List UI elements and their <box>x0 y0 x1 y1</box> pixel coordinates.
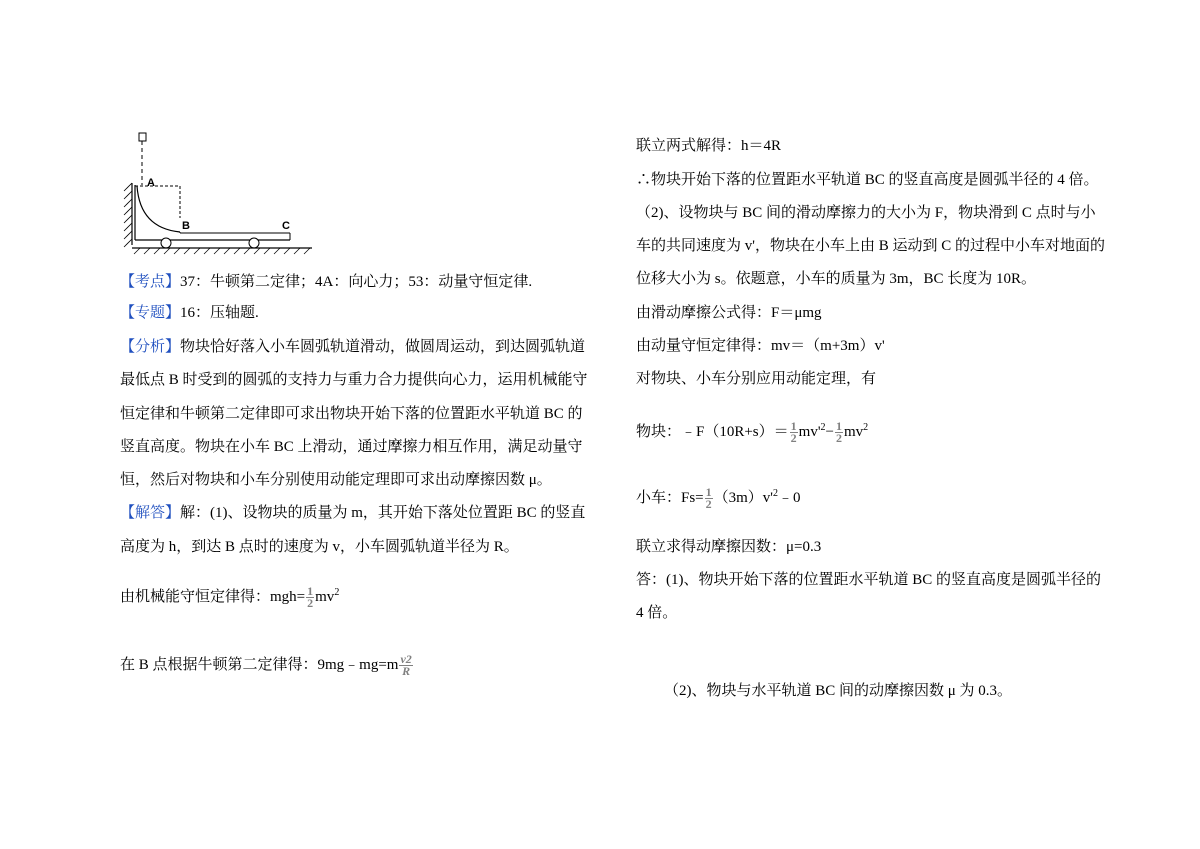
right-line-12: 答：(1)、物块开始下落的位置距水平轨道 BC 的竖直高度是圆弧半径的 <box>636 572 1102 588</box>
equation-cart-energy: 小车：Fs= $\frac{1}{2}$ $(3m)v'^2﹣0$ <box>636 485 801 511</box>
ground-hatch <box>134 248 310 254</box>
right-line-5: 位移大小为 s。依题意，小车的质量为 3m，BC 长度为 10R。 <box>636 271 1037 287</box>
right-line-7: 由动量守恒定律得：mv＝（m+3m）v' <box>636 338 885 354</box>
equation-newton: 在 B 点根据牛顿第二定律得：9mg﹣mg=m $\frac{v2}{R}$ <box>120 652 412 678</box>
arc-track <box>137 186 180 232</box>
wheel-right <box>249 238 259 248</box>
jieda-line-1 <box>120 503 585 523</box>
fenxi-line-4: 竖直高度。物块在小车 BC 上滑动，通过摩擦力相互作用，满足动量守 <box>120 439 583 455</box>
fenxi-tag: 【分析】 <box>120 339 181 355</box>
wheel-left <box>161 238 171 248</box>
drop-point-marker <box>139 133 146 141</box>
label-a: A <box>147 177 155 189</box>
right-line-2: ∴物块开始下落的位置距水平轨道 BC 的竖直高度是圆弧半径的 4 倍。 <box>636 172 1099 188</box>
jieda-tag: 【解答】 <box>120 505 181 521</box>
equation-block-energy: 物块：﹣F（10R+s）＝ $\frac{1}{2}$ $mv'^2-$ $\frac{1}{2}$ $mv^2$ <box>636 419 869 445</box>
right-line-8: 对物块、小车分别应用动能定理，有 <box>636 371 877 387</box>
fenxi-line-3: 恒定律和牛顿第二定律即可求出物块开始下落的位置距水平轨道 BC 的 <box>120 406 583 422</box>
fraction-half-2: $\frac{1}{2}$ <box>836 419 842 445</box>
jieda-text-1: 解：(1)、设物块的质量为 m，其开始下落处位置距 BC 的竖直 <box>180 505 586 521</box>
kaodian-tag: 【考点】 <box>120 274 181 290</box>
right-line-1: 联立两式解得：h＝4R <box>636 138 782 154</box>
right-line-4: 车的共同速度为 v'，物块在小车上由 B 运动到 C 的过程中小车对地面的 <box>636 238 1105 254</box>
label-b: B <box>182 220 190 232</box>
fraction-half-1: $\frac{1}{2}$ <box>790 419 797 445</box>
fenxi-text-1: 物块恰好落入小车圆弧轨道滑动，做圆周运动，到达圆弧轨道 <box>180 339 586 355</box>
zhuanti-tag: 【专题】 <box>120 305 181 321</box>
jieda-line-2: 高度为 h，到达 B 点时的速度为 v，小车圆弧轨道半径为 R。 <box>120 539 519 555</box>
kaodian-line <box>120 272 532 292</box>
right-line-14: （2)、物块与水平轨道 BC 间的动摩擦因数 μ 为 0.3。 <box>664 683 1013 699</box>
right-line-6: 由滑动摩擦公式得：F＝μmg <box>636 305 822 321</box>
fenxi-line-1 <box>120 337 585 357</box>
label-c: C <box>282 220 290 232</box>
right-line-13: 4 倍。 <box>636 605 678 621</box>
right-line-11: 联立求得动摩擦因数：μ=0.3 <box>636 539 822 555</box>
right-line-3: （2)、设物块与 BC 间的滑动摩擦力的大小为 F，物块滑到 C 点时与小 <box>636 205 1096 221</box>
physics-figure <box>120 128 320 258</box>
radius-guide <box>135 186 180 218</box>
kaodian-text: 37：牛顿第二定律；4A：向心力；53：动量守恒定律. <box>180 274 533 290</box>
wall-hatch <box>124 183 132 247</box>
zhuanti-text: 16：压轴题. <box>180 305 259 321</box>
fenxi-line-5: 恒，然后对物块和小车分别使用动能定理即可求出动摩擦因数 μ。 <box>120 472 552 488</box>
fraction-v2-over-r: $\frac{v2}{R}$ <box>400 652 412 678</box>
fraction-half: $\frac{1}{2}$ <box>307 584 314 610</box>
fraction-half-3: $\frac{1}{2}$ <box>705 485 712 511</box>
equation-energy: 由机械能守恒定律得：mgh= $\frac{1}{2}$ $mv^2$ <box>120 584 340 610</box>
zhuanti-line <box>120 303 259 323</box>
fenxi-line-2: 最低点 B 时受到的圆弧的支持力与重力合力提供向心力，运用机械能守 <box>120 372 588 388</box>
